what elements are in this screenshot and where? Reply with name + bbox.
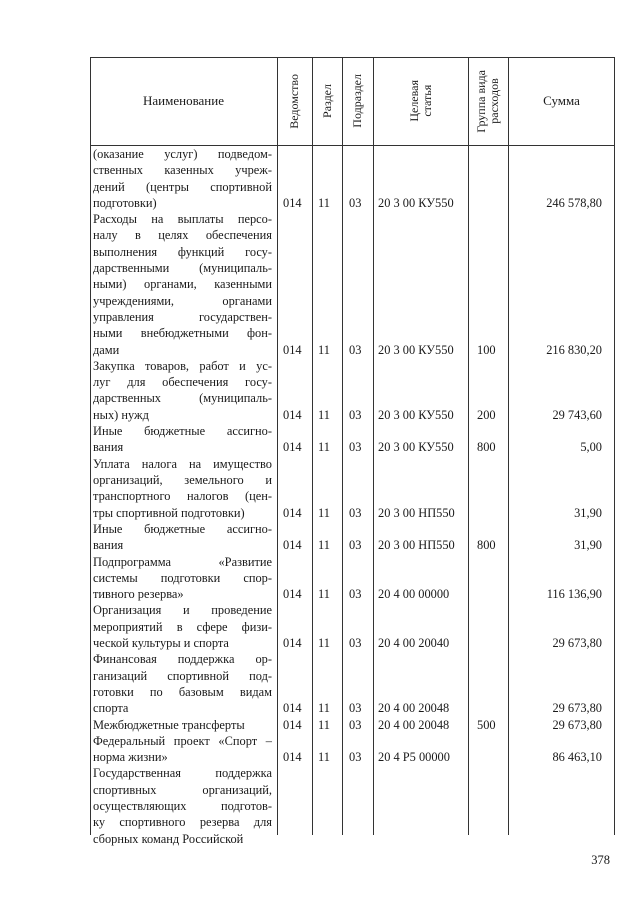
cell-razdel: 11 bbox=[318, 538, 330, 553]
cell-summa: 29 673,80 bbox=[552, 717, 602, 732]
cell-celevaya: 20 3 00 КУ550 bbox=[378, 440, 454, 455]
cell-dept: 014 bbox=[283, 195, 302, 210]
cell-podrazdel: 03 bbox=[349, 407, 362, 422]
row-name-line: Федеральный проект «Спорт – bbox=[93, 733, 272, 748]
row-name bbox=[93, 717, 272, 733]
cell-razdel: 11 bbox=[318, 635, 330, 650]
header-name: Наименование bbox=[143, 93, 224, 108]
row-name bbox=[93, 651, 272, 716]
cell-dept: 014 bbox=[283, 407, 302, 422]
row-name bbox=[93, 765, 272, 846]
row-name-line: осуществляющих подготов- bbox=[93, 798, 272, 813]
cell-celevaya: 20 3 00 НП550 bbox=[378, 538, 455, 553]
row-name-line: тры спортивной подготовки) bbox=[93, 505, 245, 520]
cell-dept: 014 bbox=[283, 440, 302, 455]
row-name-line: системы подготовки спор- bbox=[93, 570, 272, 585]
cell-summa: 246 578,80 bbox=[546, 195, 602, 210]
cell-razdel: 11 bbox=[318, 407, 330, 422]
table-row bbox=[90, 717, 615, 733]
cell-celevaya: 20 4 00 20048 bbox=[378, 717, 450, 732]
row-name bbox=[93, 733, 272, 766]
row-name-line: Иные бюджетные ассигно- bbox=[93, 521, 272, 536]
table-row bbox=[90, 358, 615, 423]
row-name-line: (оказание услуг) подведом- bbox=[93, 147, 272, 161]
row-name-line: транспортного налогов (цен- bbox=[93, 489, 272, 504]
row-name-line: организаций, земельного и bbox=[93, 472, 272, 487]
cell-podrazdel: 03 bbox=[349, 701, 362, 716]
row-name-line: подготовки) bbox=[93, 195, 157, 210]
cell-celevaya: 20 4 Р5 00000 bbox=[378, 750, 450, 765]
header-summa: Сумма bbox=[543, 93, 580, 108]
row-name-line: управления государствен- bbox=[93, 309, 272, 324]
header-podrazdel: Подраздел bbox=[350, 74, 364, 128]
table-row bbox=[90, 211, 615, 358]
cell-dept: 014 bbox=[283, 750, 302, 765]
row-name-line: Расходы на выплаты персо- bbox=[93, 212, 272, 227]
row-name-line: учреждениями, органами bbox=[93, 293, 272, 308]
cell-dept: 014 bbox=[283, 505, 302, 520]
row-name-line: вания bbox=[93, 538, 124, 553]
cell-summa: 216 830,20 bbox=[546, 342, 602, 357]
cell-podrazdel: 03 bbox=[349, 342, 362, 357]
cell-celevaya: 20 3 00 КУ550 bbox=[378, 195, 454, 210]
cell-gruppa: 100 bbox=[477, 342, 496, 357]
row-name-line: ными внебюджетными фон- bbox=[93, 326, 272, 341]
row-name-line: луг для обеспечения госу- bbox=[93, 375, 272, 390]
cell-dept: 014 bbox=[283, 342, 302, 357]
row-name-line: Межбюджетные трансферты bbox=[93, 717, 245, 732]
row-name-line: выполнения функций госу- bbox=[93, 244, 272, 259]
cell-podrazdel: 03 bbox=[349, 505, 362, 520]
row-name bbox=[93, 554, 272, 603]
row-name bbox=[93, 358, 272, 423]
cell-razdel: 11 bbox=[318, 701, 330, 716]
table-row bbox=[90, 602, 615, 651]
row-name bbox=[93, 211, 272, 358]
cell-razdel: 11 bbox=[318, 195, 330, 210]
cell-celevaya: 20 3 00 НП550 bbox=[378, 505, 455, 520]
cell-dept: 014 bbox=[283, 587, 302, 602]
table-row bbox=[90, 423, 615, 456]
budget-table bbox=[90, 57, 615, 846]
row-name-line: ственных казенных учреж- bbox=[93, 163, 272, 178]
row-name bbox=[93, 456, 272, 521]
table-row bbox=[90, 521, 615, 554]
row-name-line: дами bbox=[93, 342, 120, 357]
cell-podrazdel: 03 bbox=[349, 440, 362, 455]
page-number: 378 bbox=[591, 853, 610, 867]
row-name-line: вания bbox=[93, 440, 124, 455]
cell-summa: 29 673,80 bbox=[552, 701, 602, 716]
table-row bbox=[90, 456, 615, 521]
row-name-line: ческой культуры и спорта bbox=[93, 635, 229, 650]
row-name bbox=[93, 521, 272, 554]
cell-podrazdel: 03 bbox=[349, 750, 362, 765]
row-name-line: спортивных организаций, bbox=[93, 782, 272, 797]
table-row bbox=[90, 765, 615, 847]
cell-gruppa: 800 bbox=[477, 440, 496, 455]
cell-celevaya: 20 3 00 КУ550 bbox=[378, 407, 454, 422]
row-name-line: Иные бюджетные ассигно- bbox=[93, 424, 272, 439]
cell-summa: 31,90 bbox=[574, 505, 602, 520]
row-name bbox=[93, 602, 272, 651]
cell-razdel: 11 bbox=[318, 342, 330, 357]
table-row bbox=[90, 146, 615, 211]
row-name-line: сборных команд Российской bbox=[93, 831, 244, 846]
row-name-line: Подпрограмма «Развитие bbox=[93, 554, 272, 569]
cell-summa: 5,00 bbox=[580, 440, 602, 455]
row-name-line: тивного резерва» bbox=[93, 587, 184, 602]
cell-gruppa: 500 bbox=[477, 717, 496, 732]
row-name-line: налу в целях обеспечения bbox=[93, 228, 272, 243]
cell-summa: 86 463,10 bbox=[552, 750, 602, 765]
row-name bbox=[93, 423, 272, 456]
row-name-line: ных) нужд bbox=[93, 407, 149, 422]
row-name-line: дений (центры спортивной bbox=[93, 179, 272, 194]
table-row bbox=[90, 733, 615, 766]
row-name-line: Государственная поддержка bbox=[93, 766, 272, 781]
table-row bbox=[90, 651, 615, 716]
row-name-line: готовки по базовым видам bbox=[93, 684, 272, 699]
cell-podrazdel: 03 bbox=[349, 717, 362, 732]
header-gruppa: Группа вида расходов bbox=[474, 69, 501, 133]
row-name-line: Закупка товаров, работ и ус- bbox=[93, 358, 272, 373]
cell-dept: 014 bbox=[283, 717, 302, 732]
cell-razdel: 11 bbox=[318, 750, 330, 765]
row-name bbox=[93, 146, 272, 211]
cell-gruppa: 800 bbox=[477, 538, 496, 553]
row-name-line: ку спортивного резерва для bbox=[93, 815, 272, 830]
row-name-line: Организация и проведение bbox=[93, 603, 272, 618]
cell-celevaya: 20 3 00 КУ550 bbox=[378, 342, 454, 357]
row-name-line: норма жизни» bbox=[93, 750, 168, 765]
cell-summa: 116 136,90 bbox=[546, 587, 602, 602]
cell-podrazdel: 03 bbox=[349, 635, 362, 650]
cell-dept: 014 bbox=[283, 635, 302, 650]
cell-summa: 29 673,80 bbox=[552, 635, 602, 650]
cell-celevaya: 20 4 00 20040 bbox=[378, 635, 450, 650]
row-name-line: дарственных (муниципаль- bbox=[93, 391, 272, 406]
header-dept: Ведомство bbox=[287, 73, 301, 129]
row-name-line: ганизаций спортивной под- bbox=[93, 668, 272, 683]
row-name-line: Уплата налога на имущество bbox=[93, 456, 272, 471]
cell-podrazdel: 03 bbox=[349, 195, 362, 210]
row-name-line: ными) органами, казенными bbox=[93, 277, 272, 292]
row-name-line: спорта bbox=[93, 701, 129, 716]
cell-dept: 014 bbox=[283, 701, 302, 716]
cell-podrazdel: 03 bbox=[349, 587, 362, 602]
cell-gruppa: 200 bbox=[477, 407, 496, 422]
cell-razdel: 11 bbox=[318, 717, 330, 732]
row-name-line: мероприятий в сфере физи- bbox=[93, 619, 272, 634]
row-name-line: дарственными (муниципаль- bbox=[93, 261, 272, 276]
cell-celevaya: 20 4 00 00000 bbox=[378, 587, 450, 602]
cell-dept: 014 bbox=[283, 538, 302, 553]
table-row bbox=[90, 554, 615, 603]
cell-razdel: 11 bbox=[318, 440, 330, 455]
cell-razdel: 11 bbox=[318, 505, 330, 520]
cell-summa: 29 743,60 bbox=[552, 407, 602, 422]
header-celevaya: Целевая статья bbox=[406, 80, 434, 122]
cell-razdel: 11 bbox=[318, 587, 330, 602]
row-name-line: Финансовая поддержка ор- bbox=[93, 652, 272, 667]
header-razdel: Раздел bbox=[319, 84, 334, 118]
cell-summa: 31,90 bbox=[574, 538, 602, 553]
cell-celevaya: 20 4 00 20048 bbox=[378, 701, 450, 716]
cell-podrazdel: 03 bbox=[349, 538, 362, 553]
